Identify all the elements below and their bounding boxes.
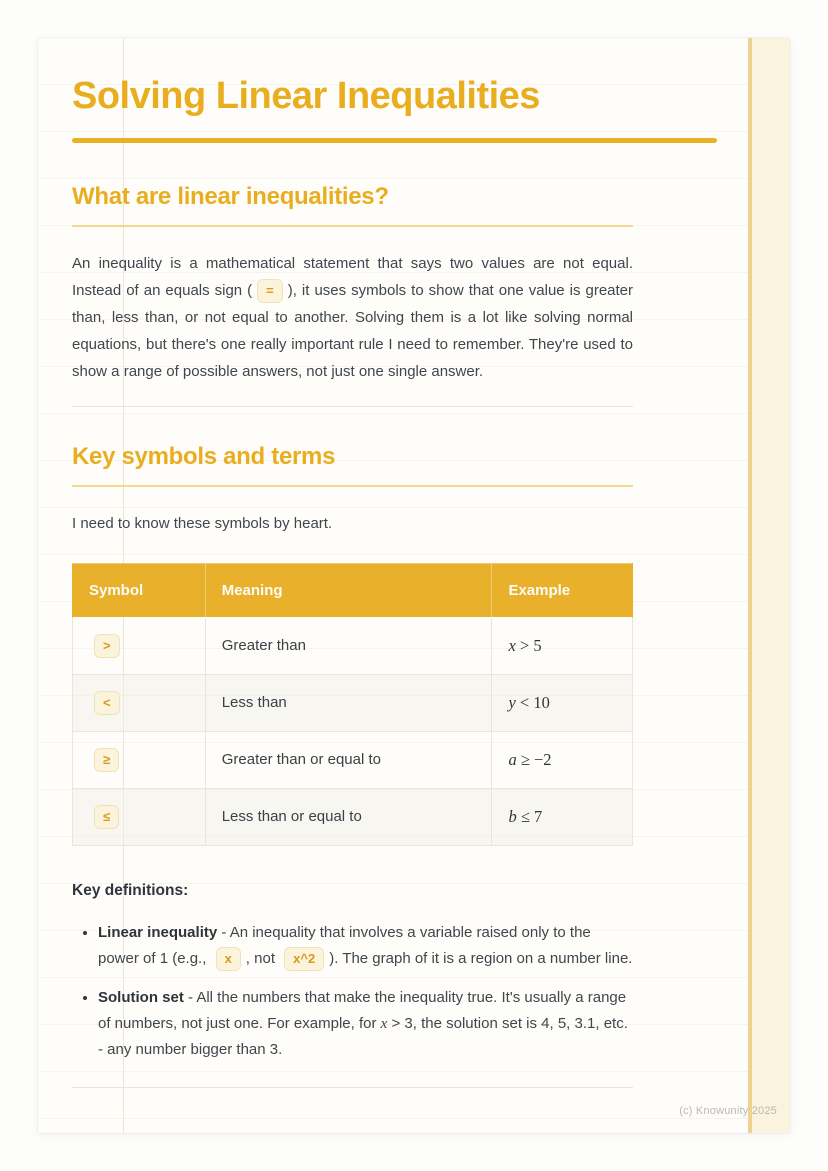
symbols-table [72,563,633,846]
example-cell [492,788,633,845]
equals-sign-badge: = [257,279,283,303]
table-row [73,674,633,731]
list-item-solution-set [98,985,633,1063]
math-variable: x [508,635,516,655]
page-edge-strip [748,38,790,1133]
section-divider [72,406,633,407]
definition-text-1: - All the numbers that make the inequality true. It's usually a range of numbers, not just one. For example, for [98,988,627,1032]
notebook-page [38,38,790,1133]
math-expression: ≥ −2 [516,749,552,769]
table-row [73,617,633,674]
example-cell [492,731,633,788]
greater-than-badge: > [94,634,120,658]
symbol-cell [73,731,206,788]
section-key-symbols [72,443,633,1063]
document-content [72,38,633,1133]
symbol-cell [73,788,206,845]
math-variable: x [380,1015,388,1032]
definition-text-2: , not [245,949,280,967]
intro-text-2: ), it uses symbols to show that one value is greater than, less than, or not equal to another. Solving them is a lot like solving normal equations, but there's one really important rule I need to remember. They're used to show a range of possible answers, not just one single answer. [72,281,634,380]
list-item-linear-inequality [98,920,633,972]
less-than-badge: < [94,691,120,715]
intro-paragraph [72,250,633,385]
symbols-intro-text: I need to know these symbols by heart. [72,514,333,532]
section-underline [72,485,633,487]
math-expression: < 10 [515,692,550,712]
section-what-are-linear-inequalities [72,183,633,385]
meaning-cell: Greater than or equal to [205,731,492,788]
definition-text-2: > 3, the solution set is 4, 5, 3.1, etc. - any number bigger than 3. [98,1014,628,1058]
definitions-list [72,920,633,1063]
symbol-cell [73,617,206,674]
math-variable: b [508,806,517,826]
meaning-cell: Less than [205,674,492,731]
intro-text-1: An inequality is a mathematical statement that says two values are not equal. Instead of an equals sign ( [72,254,633,299]
bottom-divider [72,1087,633,1088]
section-underline [72,225,633,227]
column-header-meaning: Meaning [205,563,492,617]
meaning-cell: Greater than [205,617,492,674]
page-title: Solving Linear Inequalities [72,75,540,117]
example-cell [492,617,633,674]
column-header-example: Example [492,563,633,617]
definition-text-1: - An inequality that involves a variable raised only to the power of 1 (e.g., [98,923,591,967]
copyright-notice: (c) Knowunity 2025 [679,1105,777,1117]
x-squared-badge: x^2 [284,947,324,971]
math-expression: > 5 [515,635,542,655]
table-row [73,788,633,845]
x-badge: x [216,947,241,971]
section-heading-symbols: Key symbols and terms [72,442,336,470]
math-variable: y [508,692,516,712]
math-expression: ≤ 7 [516,806,543,826]
symbol-cell [73,674,206,731]
math-variable: a [508,749,517,769]
greater-equal-badge: ≥ [94,748,119,772]
example-cell [492,674,633,731]
less-equal-badge: ≤ [94,805,119,829]
table-header-row [73,563,633,617]
section-heading-intro: What are linear inequalities? [72,183,389,211]
definition-term: Linear inequality [98,923,218,941]
definition-term: Solution set [98,988,184,1006]
symbols-table-header [73,563,633,617]
column-header-symbol: Symbol [73,563,206,617]
meaning-cell: Less than or equal to [205,788,492,845]
title-underline [72,138,717,143]
definition-text-3: ). The graph of it is a region on a number line. [329,949,633,967]
key-definitions-title: Key definitions: [72,881,189,899]
table-row [73,731,633,788]
